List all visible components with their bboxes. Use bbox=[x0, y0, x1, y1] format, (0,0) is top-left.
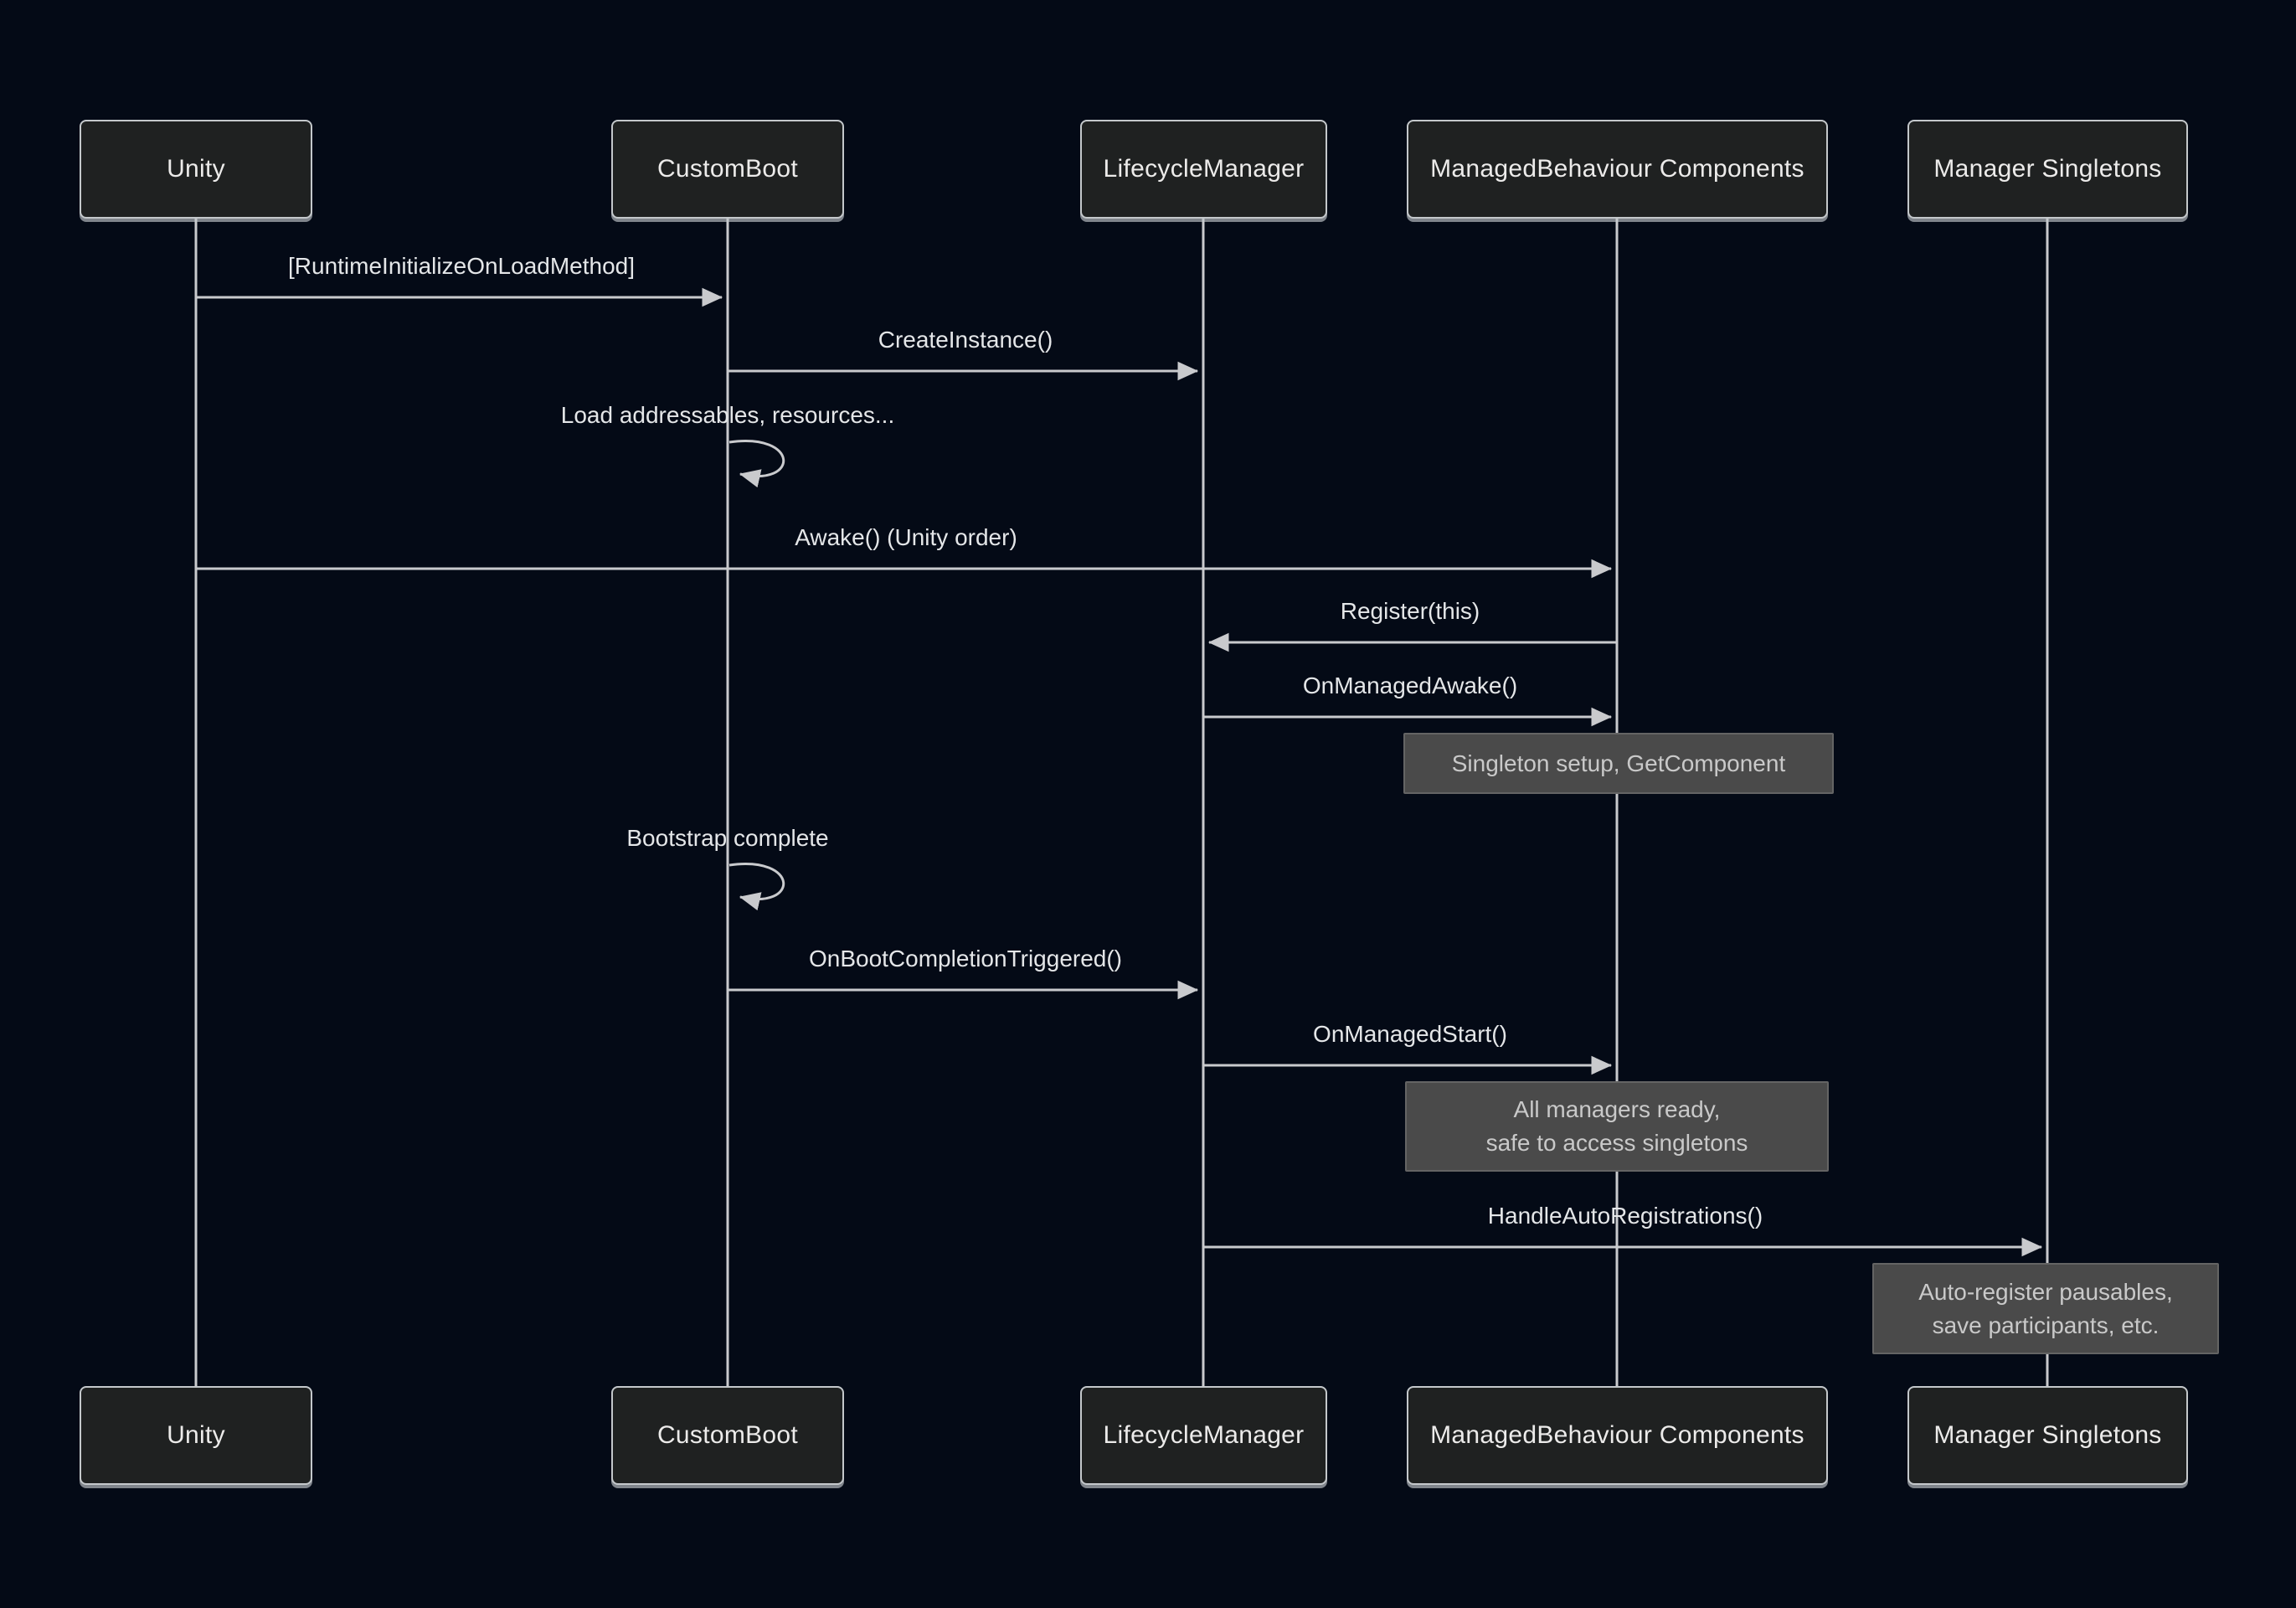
actor-bottom-customboot bbox=[611, 1386, 844, 1485]
actor-label: Unity bbox=[167, 155, 225, 183]
actor-top-lifecyclemanager bbox=[1080, 120, 1327, 219]
actor-top-unity bbox=[80, 120, 312, 219]
self-loop-bootstrap-complete bbox=[729, 864, 784, 899]
actor-label: ManagedBehaviour Components bbox=[1430, 155, 1804, 183]
note-line: save participants, etc. bbox=[1932, 1312, 2160, 1338]
message-label-onbootcompletiontriggered: OnBootCompletionTriggered() bbox=[808, 946, 1123, 972]
actor-bottom-unity bbox=[80, 1386, 312, 1485]
message-label-runtimeinitialize: [RuntimeInitializeOnLoadMethod] bbox=[287, 253, 636, 279]
message-label-bootstrap-complete: Bootstrap complete bbox=[626, 825, 829, 851]
actor-label: Manager Singletons bbox=[1933, 155, 2162, 183]
actor-top-managedbehaviour bbox=[1407, 120, 1828, 219]
note-all-managers-ready bbox=[1405, 1081, 1829, 1172]
message-label-awake: Awake() (Unity order) bbox=[795, 524, 1017, 550]
actor-label: CustomBoot bbox=[656, 155, 799, 183]
note-auto-register bbox=[1872, 1263, 2219, 1354]
message-label-load-addressables: Load addressables, resources... bbox=[560, 402, 895, 428]
self-loop-load-addressables bbox=[729, 441, 784, 477]
note-line: Singleton setup, GetComponent bbox=[1451, 750, 1786, 776]
message-label-handleautoregistrations: HandleAutoRegistrations() bbox=[1487, 1203, 1763, 1229]
actor-label: ManagedBehaviour Components bbox=[1430, 1421, 1804, 1449]
note-line: All managers ready, bbox=[1513, 1096, 1721, 1123]
note-line: safe to access singletons bbox=[1485, 1130, 1748, 1156]
actor-label: Manager Singletons bbox=[1933, 1421, 2162, 1449]
actor-bottom-managedbehaviour bbox=[1407, 1386, 1828, 1485]
message-label-register-this: Register(this) bbox=[1340, 598, 1480, 624]
actor-label: LifecycleManager bbox=[1103, 1421, 1305, 1449]
note-line: Auto-register pausables, bbox=[1918, 1278, 2173, 1305]
actor-label: LifecycleManager bbox=[1103, 155, 1305, 183]
actor-top-customboot bbox=[611, 120, 844, 219]
actor-bottom-managersingletons bbox=[1907, 1386, 2188, 1485]
actor-top-managersingletons bbox=[1907, 120, 2188, 219]
message-label-onmanagedawake: OnManagedAwake() bbox=[1302, 673, 1518, 698]
actor-bottom-lifecyclemanager bbox=[1080, 1386, 1327, 1485]
note-singleton-setup bbox=[1403, 733, 1834, 794]
message-label-onmanagedstart: OnManagedStart() bbox=[1313, 1021, 1507, 1047]
actor-label: CustomBoot bbox=[656, 1421, 799, 1449]
actor-label: Unity bbox=[167, 1421, 225, 1449]
message-label-createinstance: CreateInstance() bbox=[878, 327, 1053, 353]
